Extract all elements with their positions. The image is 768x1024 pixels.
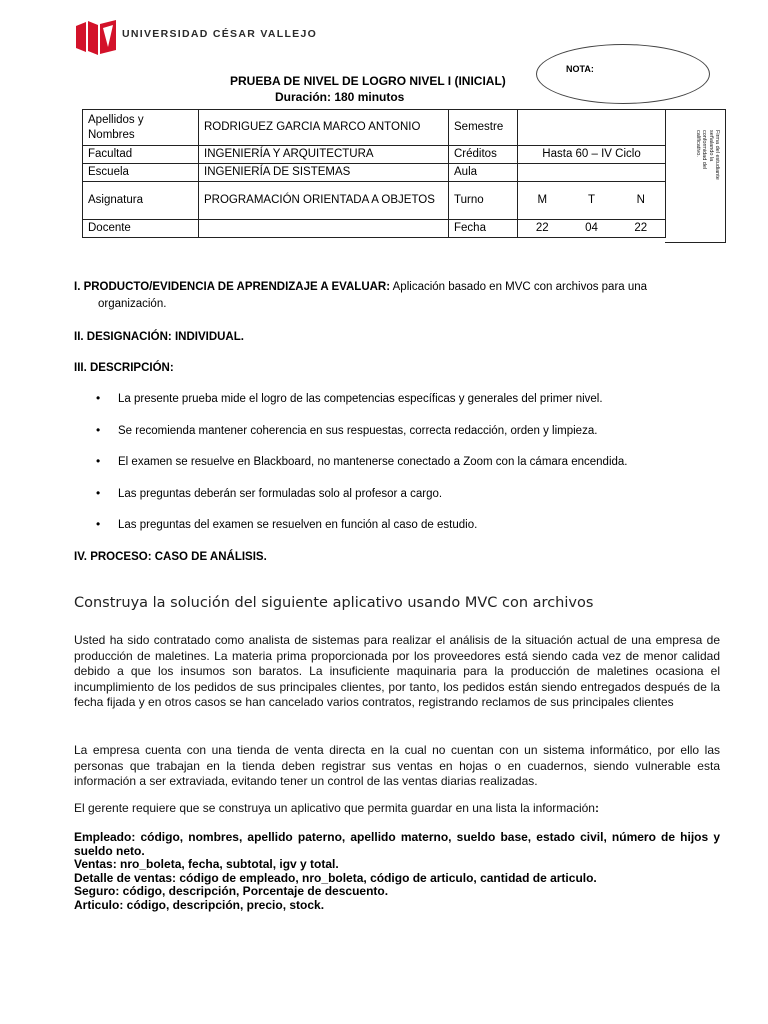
list-item: • Las preguntas deberán ser formuladas solo al profesor a cargo. <box>96 486 443 500</box>
list-item: • El examen se resuelve en Blackboard, no mantenerse conectado a Zoom con la cámara encendida. <box>96 454 628 468</box>
fecha-month: 04 <box>567 220 617 238</box>
entity-ventas: Ventas: nro_boleta, fecha, subtotal, igv y total. <box>74 857 339 871</box>
case-heading: Construya la solución del siguiente aplicativo usando MVC con archivos <box>74 595 594 611</box>
grade-ellipse <box>536 44 710 104</box>
aula-value <box>518 164 666 182</box>
apellidos-label: Apellidos y Nombres <box>83 110 199 146</box>
fecha-year: 22 <box>617 220 666 238</box>
fecha-day: 22 <box>518 220 567 238</box>
asignatura-label: Asignatura <box>83 182 199 220</box>
bullet-icon: • <box>96 517 101 531</box>
exam-duration: Duración: 180 minutos <box>275 90 405 104</box>
list-item: • La presente prueba mide el logro de las competencias específicas y generales del primer nivel. <box>96 391 603 405</box>
section-process: IV. PROCESO: CASO DE ANÁLISIS. <box>74 551 267 563</box>
grade-label: NOTA: <box>566 64 594 74</box>
creditos-value: Hasta 60 – IV Ciclo <box>518 146 666 164</box>
exam-title: PRUEBA DE NIVEL DE LOGRO NIVEL I (INICIAL) <box>230 74 506 88</box>
bullet-icon: • <box>96 454 101 468</box>
bullet-icon: • <box>96 391 101 405</box>
section-product-label: I. PRODUCTO/EVIDENCIA DE APRENDIZAJE A EVALUAR: <box>74 281 391 293</box>
entity-list <box>74 831 720 912</box>
section-description: III. DESCRIPCIÓN: <box>74 362 174 374</box>
fecha-label: Fecha <box>449 220 518 238</box>
entity-seguro: Seguro: código, descripción, Porcentaje de descuento. <box>74 884 389 898</box>
section-product <box>74 279 721 314</box>
escuela-value: INGENIERÍA DE SISTEMAS <box>199 164 449 182</box>
semestre-label: Semestre <box>449 110 518 146</box>
docente-label: Docente <box>83 220 199 238</box>
facultad-value: INGENIERÍA Y ARQUITECTURA <box>199 146 449 164</box>
section-product-text2: organización. <box>98 298 167 311</box>
aula-label: Aula <box>449 164 518 182</box>
turno-m: M <box>518 182 567 220</box>
apellidos-value: RODRIGUEZ GARCIA MARCO ANTONIO <box>199 110 449 146</box>
bullet-icon: • <box>96 486 101 500</box>
entity-detalle-ventas: Detalle de ventas: código de empleado, nro_boleta, código de articulo, cantidad de articulo. <box>74 870 597 885</box>
signature-note: Firma del estudiante señalando la conformidad del calificativo. <box>695 130 720 180</box>
semestre-value <box>518 110 666 146</box>
creditos-label: Créditos <box>449 146 518 164</box>
escuela-label: Escuela <box>83 164 199 182</box>
bullet-icon: • <box>96 423 101 437</box>
turno-n: N <box>617 182 666 220</box>
section-designation: II. DESIGNACIÓN: INDIVIDUAL. <box>74 331 244 343</box>
list-item: • Se recomienda mantener coherencia en sus respuestas, correcta redacción, orden y limpieza. <box>96 423 598 437</box>
asignatura-value: PROGRAMACIÓN ORIENTADA A OBJETOS <box>199 182 449 220</box>
docente-value <box>199 220 449 238</box>
case-paragraph-3: El gerente requiere que se construya un aplicativo que permita guardar en una lista la información: <box>74 801 599 815</box>
facultad-label: Facultad <box>83 146 199 164</box>
entity-empleado: Empleado: código, nombres, apellido paterno, apellido materno, sueldo base, estado civil, número de hijos y sueldo neto. <box>74 830 720 858</box>
university-name: UNIVERSIDAD CÉSAR VALLEJO <box>122 28 318 40</box>
section-product-text: Aplicación basado en MVC con archivos para una <box>390 281 648 293</box>
list-item: • Las preguntas del examen se resuelven en función al caso de estudio. <box>96 517 478 531</box>
entity-articulo: Articulo: código, descripción, precio, stock. <box>74 897 325 912</box>
university-logo-icon <box>76 20 116 56</box>
student-info-table <box>82 109 666 238</box>
case-paragraph-1: Usted ha sido contratado como analista de sistemas para realizar el análisis de la situación actual de una empresa de producción de maletines. La materia prima proporcionada por los proveedores está siendo cada vez de menor calidad debido a que los insumos son baratos. La insuficiente maquinaria para la producción de maletines ocasiona el incumplimiento de los pedidos de sus principales clientes, por tanto, los pedidos están siendo entregados después de la fecha fijada y en otros casos se han cancelado varios contratos, registrando reclamos de sus principales clientes <box>74 633 720 709</box>
case-paragraph-2: La empresa cuenta con una tienda de venta directa en la cual no cuentan con un sistema informático, por ello las personas que trabajan en la tienda deben registrar sus ventas en hojas o en cuadernos, siendo vulnerable esta información a ser extraviada, evitando tener un control de las ventas diarias realizadas. <box>74 743 720 788</box>
turno-label: Turno <box>449 182 518 220</box>
turno-t: T <box>567 182 617 220</box>
